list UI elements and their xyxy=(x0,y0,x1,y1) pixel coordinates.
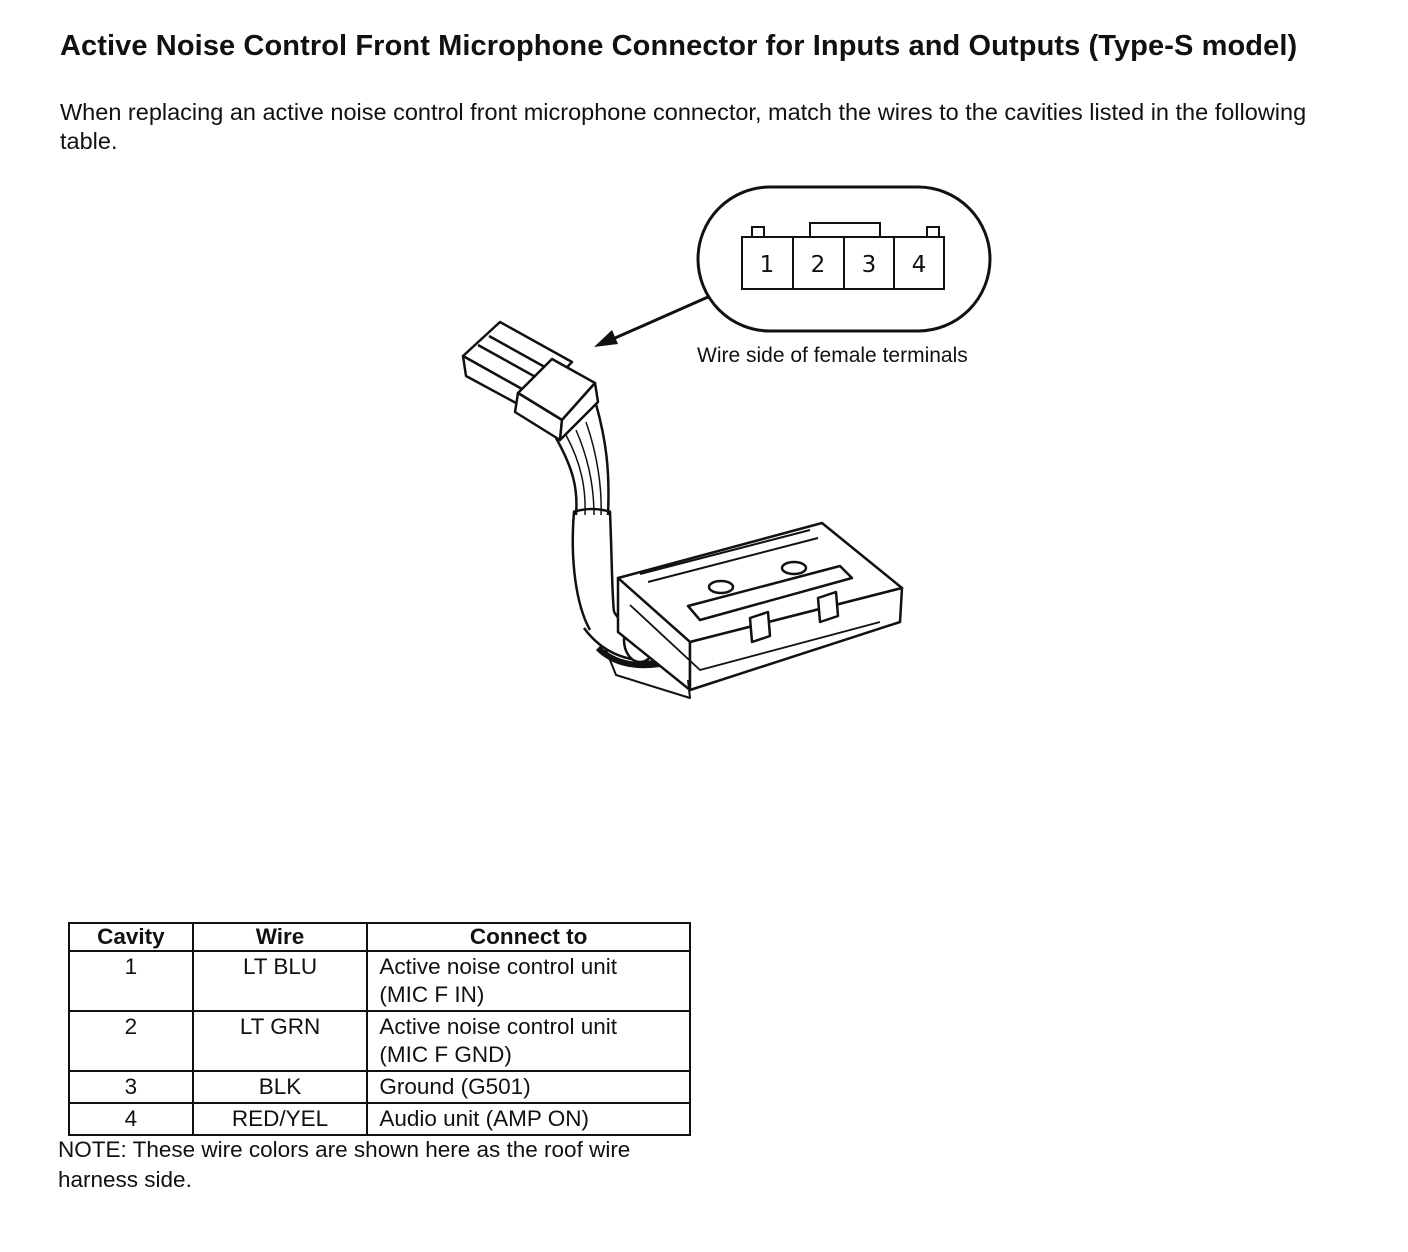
connector-plug-illustration xyxy=(463,322,598,440)
cavity-cell: 1 xyxy=(69,951,193,1011)
microphone-housing-illustration xyxy=(606,523,902,698)
intro-paragraph: When replacing an active noise control front microphone connector, match the wires to the cavities listed in the following table. xyxy=(60,99,1307,154)
column-header: Wire xyxy=(193,923,368,951)
wire-cell: LT BLU xyxy=(193,951,368,1011)
page-title: Active Noise Control Front Microphone Connector for Inputs and Outputs (Type-S model) xyxy=(60,30,1298,62)
cavity-cell: 2 xyxy=(69,1011,193,1071)
cavity-cell: 4 xyxy=(69,1103,193,1135)
pin-number: 1 xyxy=(759,252,775,278)
wire-cell: LT GRN xyxy=(193,1011,368,1071)
pin-number: 4 xyxy=(911,252,927,278)
table-row xyxy=(69,1071,690,1103)
table-note: NOTE: These wire colors are shown here as the roof wire harness side. xyxy=(58,1137,631,1192)
wire-cell: BLK xyxy=(193,1071,368,1103)
connect-to-line: Active noise control unit xyxy=(379,954,617,979)
pointer-arrow xyxy=(594,297,708,347)
connect-to-cell xyxy=(367,1011,690,1071)
table-row xyxy=(69,1103,690,1135)
pin-number: 3 xyxy=(861,252,877,278)
column-header: Connect to xyxy=(367,923,690,951)
connect-to-cell xyxy=(367,951,690,1011)
table-row xyxy=(69,1011,690,1071)
cavity-cell: 3 xyxy=(69,1071,193,1103)
connect-to-line: Active noise control unit xyxy=(379,1014,617,1039)
connect-to-line: (MIC F IN) xyxy=(379,982,485,1007)
column-header: Cavity xyxy=(69,923,193,951)
wire-cell: RED/YEL xyxy=(193,1103,368,1135)
table-row xyxy=(69,951,690,1011)
diagram-caption: Wire side of female terminals xyxy=(697,344,968,367)
pin-number: 2 xyxy=(810,252,826,278)
connect-to-cell: Ground (G501) xyxy=(367,1071,690,1103)
connect-to-cell: Audio unit (AMP ON) xyxy=(367,1103,690,1135)
pinout-table xyxy=(68,922,691,1136)
table-header-row xyxy=(69,923,690,951)
connect-to-line: (MIC F GND) xyxy=(379,1042,512,1067)
